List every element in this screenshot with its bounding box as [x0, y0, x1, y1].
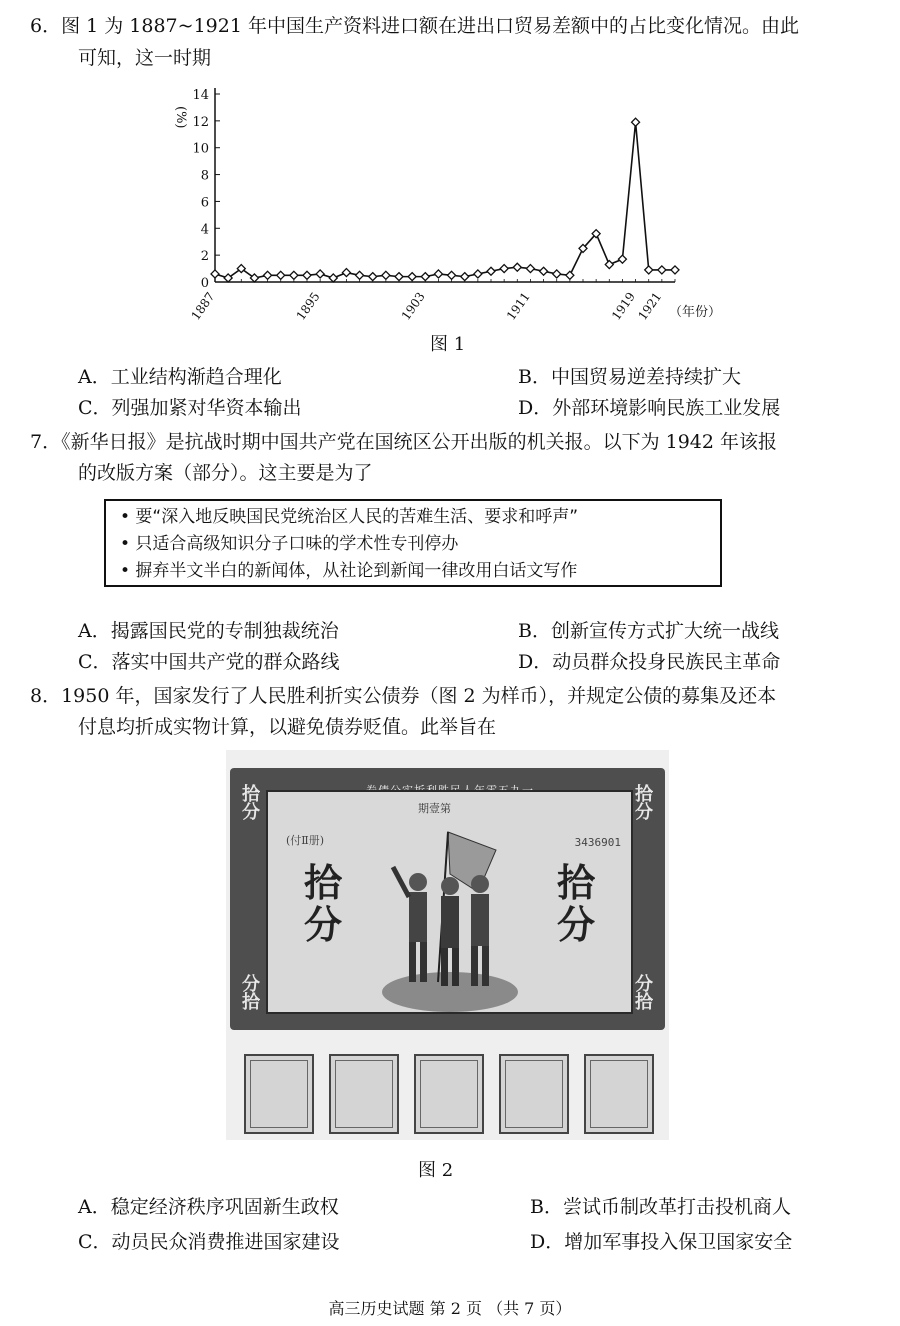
q7-stem-line1: 7．《新华日报》是抗战时期中国共产党在国统区公开出版的机关报。以下为 1942 年该报: [30, 431, 778, 453]
figure2-caption: 图 2: [418, 1160, 454, 1181]
page-footer: 高三历史试题 第 2 页 （共 7 页）: [328, 1299, 572, 1318]
data-point-1914: [566, 271, 574, 279]
y-tick-label-2: 4: [200, 222, 209, 238]
q7-quote-line-3: • 摒弃半文半白的新闻体，从社论到新闻一律改用白话文写作: [120, 561, 578, 581]
figure1-caption: 图 1: [430, 334, 466, 355]
bond-corner-bottom-right: 分拾: [635, 974, 653, 1013]
x-tick-label-4: 1919: [609, 289, 639, 323]
data-point-1891: [264, 271, 272, 279]
data-point-1921: [658, 266, 666, 274]
x-tick-label-0: 1887: [188, 289, 218, 323]
data-point-1901: [395, 273, 403, 281]
bond-denomination-left: 拾分: [303, 860, 342, 947]
q7-option-c[interactable]: C．落实中国共产党的群众路线: [78, 651, 340, 673]
x-tick-label-1: 1895: [293, 289, 323, 323]
bond-figures-illustration: [378, 822, 523, 1007]
data-point-1907: [474, 270, 482, 278]
data-point-1894: [303, 271, 311, 279]
bond-corner-bottom-left: 分拾: [242, 974, 260, 1013]
data-point-1905: [448, 271, 456, 279]
q7-quote-line-2: • 只适合高级知识分子口味的学术性专刊停办: [120, 534, 459, 554]
data-point-1913: [553, 270, 561, 278]
data-point-1887: [211, 270, 219, 278]
data-point-1917: [605, 261, 613, 269]
q7-option-b[interactable]: B．创新宣传方式扩大统一战线: [518, 620, 779, 642]
figure2-bond-image: [226, 750, 669, 1140]
y-tick-label-6: 12: [192, 114, 209, 130]
bond-coupon-4: [499, 1054, 569, 1134]
q6-stem-line2: 可知，这一时期: [78, 47, 212, 69]
data-point-1912: [540, 267, 548, 275]
bond-coupon-5: [584, 1054, 654, 1134]
q8-option-d[interactable]: D．增加军事投入保卫国家安全: [530, 1231, 793, 1253]
data-point-1897: [342, 269, 350, 277]
bond-corner-top-left: 拾分: [242, 784, 260, 823]
data-point-1900: [382, 271, 390, 279]
data-point-1899: [369, 273, 377, 281]
data-point-1892: [277, 271, 285, 279]
data-point-1920: [645, 266, 653, 274]
y-tick-label-1: 2: [200, 249, 209, 265]
data-point-1895: [316, 270, 324, 278]
series-line: [215, 122, 675, 278]
y-tick-label-5: 10: [192, 141, 209, 157]
y-tick-label-7: 14: [192, 88, 209, 103]
x-axis-label: （年份）: [669, 305, 722, 320]
data-point-1896: [329, 274, 337, 282]
q6-option-d[interactable]: D．外部环境影响民族工业发展: [518, 397, 781, 419]
bond-main-certificate: [230, 768, 665, 1030]
bond-coupon-2: [329, 1054, 399, 1134]
bond-coupon-1: [244, 1054, 314, 1134]
q8-stem-line2: 付息均折成实物计算，以避免债券贬值。此举旨在: [78, 716, 497, 738]
bond-inner-panel: [266, 790, 633, 1014]
data-point-1902: [408, 273, 416, 281]
q8-option-a[interactable]: A．稳定经济秩序巩固新生政权: [78, 1196, 339, 1218]
y-tick-label-0: 0: [200, 276, 209, 291]
bond-denomination-right: 拾分: [556, 860, 595, 947]
q8-option-c[interactable]: C．动员民众消费推进国家建设: [78, 1231, 340, 1253]
data-point-1908: [487, 267, 495, 275]
q7-quote-box: [104, 499, 722, 587]
q8-stem-line1: 8．1950 年，国家发行了人民胜利折实公债券（图 2 为样币），并规定公债的募集及还本: [30, 685, 777, 707]
data-point-1906: [461, 273, 469, 281]
x-tick-label-5: 1921: [635, 289, 665, 323]
data-point-1919: [632, 118, 640, 126]
data-point-1922: [671, 266, 679, 274]
figure1-line-chart: [165, 84, 722, 324]
y-tick-label-3: 6: [200, 195, 209, 211]
data-point-1911: [526, 265, 534, 273]
x-tick-label-3: 1911: [503, 289, 533, 323]
bond-corner-top-right: 拾分: [635, 784, 653, 823]
q8-option-b[interactable]: B．尝试币制改革打击投机商人: [530, 1196, 791, 1218]
data-point-1903: [421, 273, 429, 281]
q7-option-a[interactable]: A．揭露国民党的专制独裁统治: [78, 620, 339, 642]
x-tick-label-2: 1903: [398, 289, 428, 323]
data-point-1904: [434, 270, 442, 278]
data-point-1909: [500, 265, 508, 273]
data-point-1918: [618, 255, 626, 263]
q6-option-a[interactable]: A．工业结构渐趋合理化: [78, 366, 282, 388]
bond-unit-note: (付Ⅱ册): [286, 834, 325, 847]
bond-issue-label: 期壹第: [418, 802, 451, 815]
bond-coupon-3: [414, 1054, 484, 1134]
q6-option-c[interactable]: C．列强加紧对华资本输出: [78, 397, 302, 419]
bond-serial-number: 3436901: [574, 836, 621, 849]
q6-option-b[interactable]: B．中国贸易逆差持续扩大: [518, 366, 741, 388]
data-point-1898: [356, 271, 364, 279]
y-axis-label: (%): [173, 106, 188, 129]
data-point-1893: [290, 271, 298, 279]
q7-option-d[interactable]: D．动员群众投身民族民主革命: [518, 651, 781, 673]
data-point-1910: [513, 263, 521, 271]
y-tick-label-4: 8: [200, 168, 209, 184]
q7-stem-line2: 的改版方案（部分）。这主要是为了: [78, 462, 373, 484]
q7-quote-line-1: • 要“深入地反映国民党统治区人民的苦难生活、要求和呼声”: [120, 507, 579, 527]
q6-stem-line1: 6．图 1 为 1887~1921 年中国生产资料进口额在进出口贸易差额中的占比变化情况。由此: [30, 15, 799, 37]
